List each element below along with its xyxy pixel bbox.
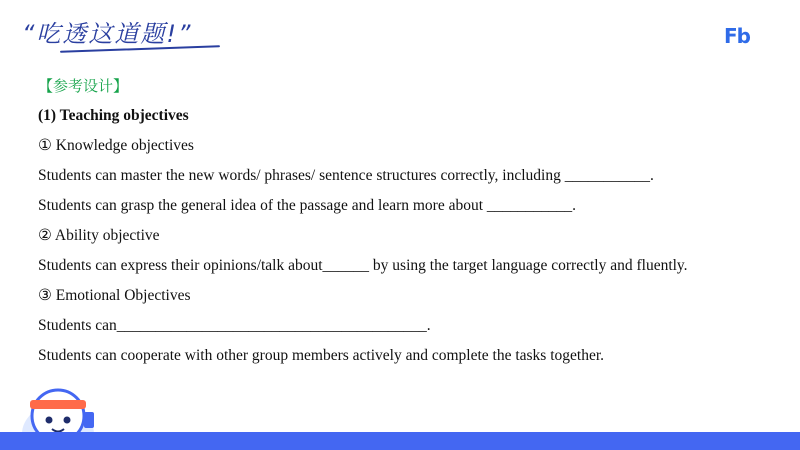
emotional-objectives-title: ③ Emotional Objectives [38, 287, 191, 304]
design-tag: 【参考设计】 [38, 77, 129, 95]
bottom-bar [0, 432, 800, 450]
ability-line-1: Students can express their opinions/talk about______ by using the target language correctly and fluently. [38, 257, 688, 274]
emotional-line-2: Students can cooperate with other group members actively and complete the tasks together. [38, 347, 605, 364]
knowledge-objectives-title: ① Knowledge objectives [38, 137, 194, 154]
knowledge-line-1: Students can master the new words/ phrases/ sentence structures correctly, including ___________. [38, 167, 654, 184]
section-heading: (1) Teaching objectives [38, 107, 189, 124]
knowledge-line-2: Students can grasp the general idea of the passage and learn more about ___________. [38, 197, 577, 214]
emotional-line-1: Students can________________________________________. [38, 317, 431, 334]
header-title: “吃透这道题!” [22, 20, 193, 48]
brand-logo: Fb [724, 24, 750, 48]
ability-objective-title: ② Ability objective [38, 227, 160, 244]
document-body [38, 74, 778, 374]
